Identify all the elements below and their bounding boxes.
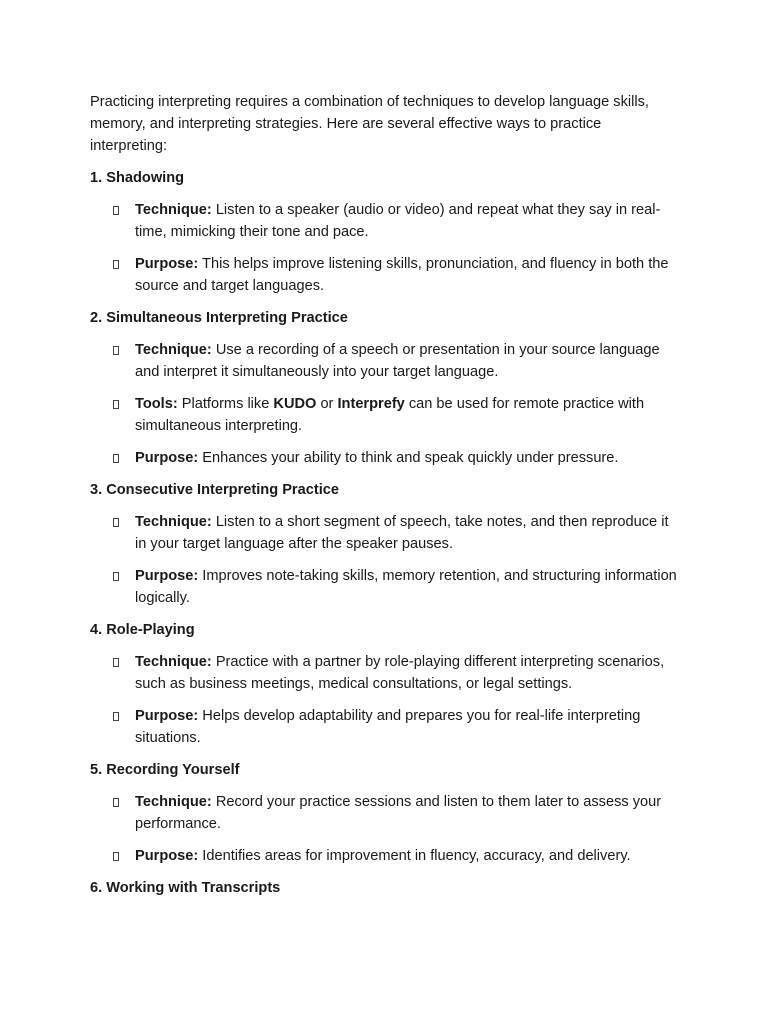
bullet-list-role-playing [90,651,680,749]
bullet-icon [113,852,119,861]
bullet-label: Technique: [135,794,212,810]
bullet-label: Purpose: [135,256,199,272]
bullet-icon [113,658,119,667]
list-item [90,651,680,695]
document-page [90,91,680,909]
bullet-icon [113,260,119,269]
bullet-text: Listen to a short segment of speech, take notes, and then reproduce it in your target language after the speaker pauses. [135,514,669,552]
bullet-label: Purpose: [135,450,199,466]
bullet-text: or [316,396,338,412]
bullet-text: Use a recording of a speech or presentation in your source language and interpret it simultaneously into your target language. [135,342,660,380]
bullet-icon [113,518,119,527]
list-item [90,199,680,243]
list-item [90,791,680,835]
bullet-list-recording [90,791,680,867]
list-item [90,845,680,867]
list-item [90,393,680,437]
bullet-list-consecutive [90,511,680,609]
bullet-text: Practice with a partner by role-playing different interpreting scenarios, such as business meetings, medical consultations, or legal settings. [135,654,665,692]
bullet-icon [113,572,119,581]
section-heading-recording: 5. Recording Yourself [90,762,240,778]
bullet-label: Purpose: [135,568,199,584]
bullet-text: can be used for remote practice with simultaneous interpreting. [135,396,645,434]
section-heading-consecutive: 3. Consecutive Interpreting Practice [90,482,339,498]
bullet-icon [113,712,119,721]
bullet-icon [113,400,119,409]
list-item [90,339,680,383]
list-item [90,253,680,297]
bullet-label: Technique: [135,654,212,670]
bullet-text: Platforms like [177,396,274,412]
platform-name-interprefy: Interprefy [337,396,405,412]
bullet-label: Technique: [135,202,212,218]
platform-name-kudo: KUDO [273,396,317,412]
bullet-label: Technique: [135,342,212,358]
bullet-text: This helps improve listening skills, pronunciation, and fluency in both the source and target languages. [135,256,669,294]
bullet-label: Technique: [135,514,212,530]
list-item [90,447,680,469]
bullet-list-shadowing [90,199,680,297]
bullet-list-simultaneous [90,339,680,469]
list-item [90,565,680,609]
bullet-label: Purpose: [135,708,199,724]
bullet-text: Enhances your ability to think and speak quickly under pressure. [198,450,619,466]
section-heading-shadowing: 1. Shadowing [90,170,185,186]
bullet-icon [113,346,119,355]
bullet-text: Improves note-taking skills, memory retention, and structuring information logically. [135,568,677,606]
bullet-icon [113,454,119,463]
section-heading-simultaneous: 2. Simultaneous Interpreting Practice [90,310,348,326]
intro-paragraph: Practicing interpreting requires a combination of techniques to develop language skills, memory, and interpreting strategies. Here are several effective ways to practice interpreting: [90,94,649,154]
section-heading-transcripts: 6. Working with Transcripts [90,880,281,896]
bullet-text: Record your practice sessions and listen to them later to assess your performance. [135,794,662,832]
bullet-label: Purpose: [135,848,199,864]
bullet-icon [113,798,119,807]
bullet-text: Listen to a speaker (audio or video) and repeat what they say in real-time, mimicking their tone and pace. [135,202,661,240]
bullet-text: Identifies areas for improvement in fluency, accuracy, and delivery. [198,848,631,864]
bullet-text: Helps develop adaptability and prepares you for real-life interpreting situations. [135,708,641,746]
list-item [90,705,680,749]
list-item [90,511,680,555]
bullet-label: Tools: [135,396,178,412]
bullet-icon [113,206,119,215]
section-heading-role-playing: 4. Role-Playing [90,622,195,638]
